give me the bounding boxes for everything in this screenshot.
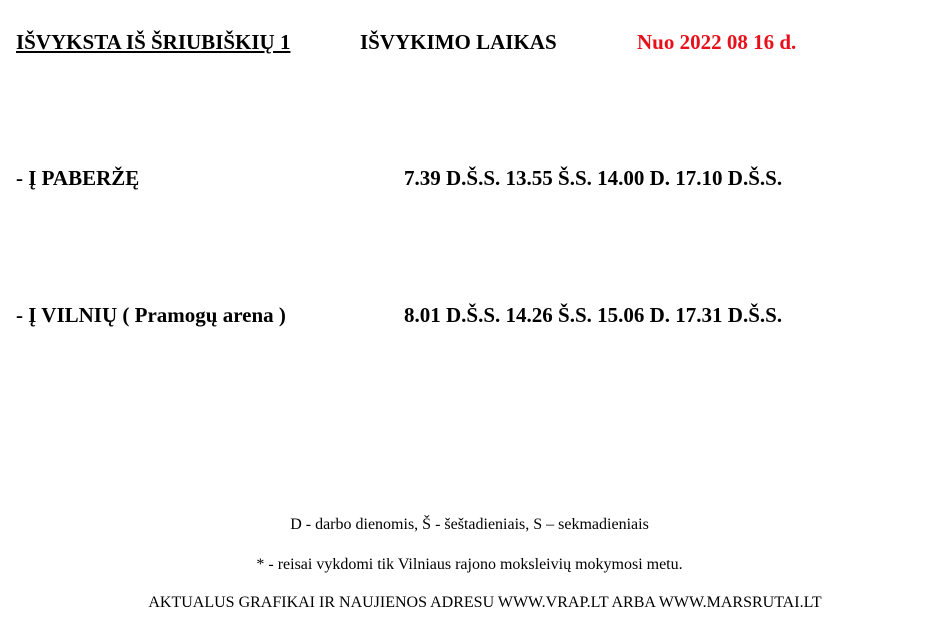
departure-time-heading: IŠVYKIMO LAIKAS bbox=[360, 30, 557, 54]
departure-origin-heading: IŠVYKSTA IŠ ŠRIUBIŠKIŲ 1 bbox=[16, 30, 291, 54]
schedule-legend: D - darbo dienomis, Š - šeštadieniais, S – sekmadieniais bbox=[290, 516, 649, 533]
route-destination-paberze: - Į PABERŽĘ bbox=[16, 166, 140, 190]
route-times-paberze: 7.39 D.Š.S. 13.55 Š.S. 14.00 D. 17.10 D.Š.S. bbox=[404, 166, 783, 190]
route-destination-vilnius: - Į VILNIŲ ( Pramogų arena ) bbox=[16, 303, 286, 327]
website-footer: AKTUALUS GRAFIKAI IR NAUJIENOS ADRESU WWW.VRAP.LT ARBA WWW.MARSRUTAI.LT bbox=[148, 594, 822, 611]
footnote: * - reisai vykdomi tik Vilniaus rajono moksleivių mokymosi metu. bbox=[256, 556, 683, 573]
route-times-vilnius: 8.01 D.Š.S. 14.26 Š.S. 15.06 D. 17.31 D.Š.S. bbox=[404, 303, 783, 327]
valid-from-date: Nuo 2022 08 16 d. bbox=[637, 30, 797, 54]
